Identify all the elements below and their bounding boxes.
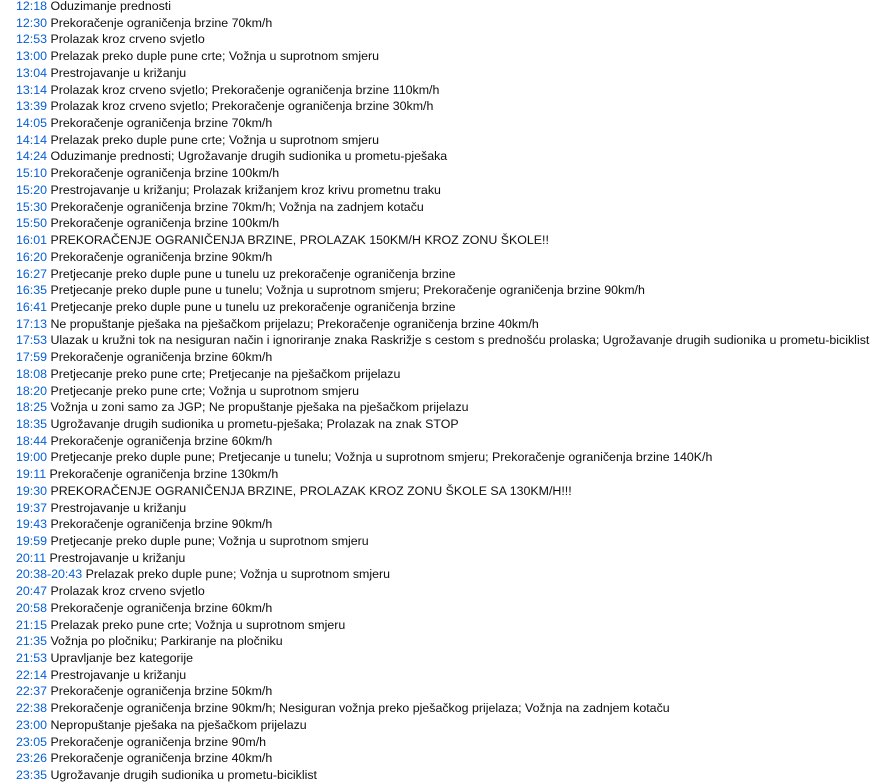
timestamp-description: Oduzimanje prednosti; Ugrožavanje drugih sudionika u prometu-pješaka — [47, 149, 448, 164]
timestamp-line — [16, 483, 886, 500]
timestamp-link[interactable]: 23:05 — [16, 734, 48, 749]
timestamp-line — [16, 215, 886, 232]
timestamp-link[interactable]: 13:04 — [16, 65, 48, 80]
timestamp-link[interactable]: 19:00 — [16, 450, 48, 465]
timestamp-line — [16, 583, 886, 600]
timestamp-line — [16, 65, 886, 82]
timestamp-link[interactable]: 12:53 — [16, 32, 48, 47]
timestamp-link[interactable]: 18:20 — [16, 383, 48, 398]
timestamp-description: PREKORAČENJE OGRANIČENJA BRZINE, PROLAZAK KROZ ZONU ŠKOLE SA 130KM/H!!! — [47, 483, 572, 498]
timestamp-description: Prolazak kroz crveno svjetlo — [47, 584, 205, 599]
timestamp-description: Prekoračenje ograničenja brzine 50km/h — [47, 684, 273, 699]
timestamp-description: Ugrožavanje drugih sudionika u prometu-biciklist — [47, 768, 317, 783]
timestamp-description: Ugrožavanje drugih sudionika u prometu-pješaka; Prolazak na znak STOP — [47, 416, 459, 431]
timestamp-link[interactable]: 13:00 — [16, 49, 48, 64]
timestamp-line — [16, 15, 886, 32]
timestamp-link[interactable]: 15:20 — [16, 182, 48, 197]
timestamp-description: Nepropuštanje pješaka na pješačkom prijelazu — [47, 717, 307, 732]
timestamp-description: Prekoračenje ograničenja brzine 90km/h — [47, 517, 273, 532]
timestamp-description: Prekoračenje ograničenja brzine 100km/h — [47, 166, 280, 181]
timestamp-line — [16, 115, 886, 132]
timestamp-description: Prekoračenje ograničenja brzine 60km/h — [47, 600, 273, 615]
timestamp-link[interactable]: 17:59 — [16, 350, 48, 365]
timestamp-line — [16, 717, 886, 734]
timestamp-description: Prekoračenje ograničenja brzine 100km/h — [47, 216, 280, 231]
timestamp-link[interactable]: 21:53 — [16, 651, 48, 666]
timestamp-line — [16, 98, 886, 115]
timestamp-description: Prekoračenje ograničenja brzine 70km/h — [47, 116, 273, 131]
timestamp-link[interactable]: 20:58 — [16, 600, 48, 615]
timestamp-line — [16, 332, 886, 349]
timestamp-description: Pretjecanje preko pune crte; Vožnja u suprotnom smjeru — [47, 383, 360, 398]
timestamp-description: Prelazak preko pune crte; Vožnja u suprotnom smjeru — [47, 617, 346, 632]
timestamp-description: Pretjecanje preko duple pune; Vožnja u suprotnom smjeru — [47, 534, 369, 548]
timestamp-description: PREKORAČENJE OGRANIČENJA BRZINE, PROLAZAK 150KM/H KROZ ZONU ŠKOLE!! — [47, 233, 549, 248]
timestamp-description: Upravljanje bez kategorije — [47, 651, 194, 666]
timestamp-description: Prekoračenje ograničenja brzine 70km/h; Vožnja na zadnjem kotaču — [47, 199, 424, 214]
timestamp-line — [16, 633, 886, 650]
timestamp-link[interactable]: 22:38 — [16, 701, 48, 716]
timestamp-line — [16, 148, 886, 165]
timestamp-link[interactable]: 16:35 — [16, 283, 48, 298]
timestamp-link[interactable]: 18:25 — [16, 400, 48, 415]
timestamp-line — [16, 31, 886, 48]
timestamp-link[interactable]: 23:26 — [16, 751, 48, 766]
timestamp-link[interactable]: 18:08 — [16, 366, 48, 381]
timestamp-line — [16, 316, 886, 333]
timestamp-link[interactable]: 19:37 — [16, 500, 48, 515]
timestamp-link[interactable]: 17:13 — [16, 316, 48, 331]
timestamp-description: Prestrojavanje u križanju — [47, 500, 187, 515]
timestamp-description: Prekoračenje ograničenja brzine 130km/h — [46, 467, 279, 482]
timestamp-link[interactable]: 16:01 — [16, 233, 48, 248]
timestamp-description: Prekoračenje ograničenja brzine 60km/h — [47, 433, 273, 448]
timestamp-line — [16, 299, 886, 316]
timestamp-link[interactable]: 18:44 — [16, 433, 48, 448]
timestamp-description: Pretjecanje preko duple pune u tunelu uz prekoračenje ograničenja brzine — [47, 299, 456, 314]
timestamp-link[interactable]: 19:11 — [16, 467, 47, 482]
timestamp-description: Prekoračenje ograničenja brzine 90km/h — [47, 249, 273, 264]
timestamp-line — [16, 349, 886, 366]
timestamp-description: Prestrojavanje u križanju — [46, 550, 186, 565]
timestamp-line — [16, 399, 886, 416]
timestamp-description: Prolazak kroz crveno svjetlo — [47, 32, 205, 47]
timestamp-link[interactable]: 16:41 — [16, 299, 48, 314]
timestamp-description: Prelazak preko duple pune; Vožnja u suprotnom smjeru — [82, 567, 391, 582]
timestamp-link[interactable]: 23:00 — [16, 717, 48, 732]
timestamp-line — [16, 266, 886, 283]
timestamp-line — [16, 767, 886, 784]
timestamp-description: Ulazak u kružni tok na nesiguran način i ignoriranje znaka Raskrižje s cestom s prednošću prolaska; Ugrožavanje drugih sudionika u prometu-biciklist — [47, 333, 870, 348]
timestamp-description: Prekoračenje ograničenja brzine 60km/h — [47, 350, 273, 365]
timestamp-link[interactable]: 16:27 — [16, 266, 48, 281]
timestamp-link[interactable]: 15:30 — [16, 199, 48, 214]
timestamp-line — [16, 566, 886, 583]
timestamp-description: Prelazak preko duple pune crte; Vožnja u suprotnom smjeru — [47, 132, 379, 147]
timestamp-line — [16, 282, 886, 299]
timestamp-line — [16, 249, 886, 266]
timestamp-link[interactable]: 22:37 — [16, 684, 48, 699]
timestamp-line — [16, 433, 886, 450]
timestamp-link[interactable]: 19:30 — [16, 483, 48, 498]
timestamp-line — [16, 600, 886, 617]
timestamp-line — [16, 232, 886, 249]
timestamp-line — [16, 383, 886, 400]
timestamp-link[interactable]: 12:18 — [16, 0, 48, 13]
timestamp-link[interactable]: 20:47 — [16, 584, 48, 599]
timestamp-description: Oduzimanje prednosti — [47, 0, 171, 13]
timestamp-description: Prekoračenje ograničenja brzine 70km/h — [47, 15, 273, 30]
timestamp-link[interactable]: 14:24 — [16, 149, 48, 164]
timestamp-line — [16, 366, 886, 383]
timestamp-line — [16, 516, 886, 533]
timestamp-description: Prolazak kroz crveno svjetlo; Prekoračenje ograničenja brzine 110km/h — [47, 82, 440, 97]
timestamp-line — [16, 416, 886, 433]
timestamp-link[interactable]: 18:35 — [16, 416, 48, 431]
timestamp-description: Prekoračenje ograničenja brzine 90m/h — [47, 734, 267, 749]
timestamp-line — [16, 734, 886, 751]
timestamp-description: Pretjecanje preko duple pune u tunelu; Vožnja u suprotnom smjeru; Prekoračenje ograničenja brzine 90km/h — [47, 283, 645, 298]
timestamp-link[interactable]: 21:15 — [16, 617, 48, 632]
timestamp-line — [16, 667, 886, 684]
timestamp-link[interactable]: 19:59 — [16, 534, 48, 548]
timestamp-line — [16, 650, 886, 667]
timestamp-description: Prolazak kroz crveno svjetlo; Prekoračenje ograničenja brzine 30km/h — [47, 99, 434, 114]
timestamp-link[interactable]: 21:35 — [16, 634, 48, 649]
timestamp-link[interactable]: 14:14 — [16, 132, 48, 147]
timestamp-link[interactable]: 12:30 — [16, 15, 48, 30]
timestamp-link[interactable]: 20:11 — [16, 550, 47, 565]
timestamp-description: Prekoračenje ograničenja brzine 90km/h; Nesiguran vožnja preko pješačkog prijelaza; Vožnja na zadnjem kotaču — [47, 701, 670, 716]
timestamp-description: Pretjecanje preko duple pune u tunelu uz prekoračenje ograničenja brzine — [47, 266, 456, 281]
timestamp-description: Prestrojavanje u križanju; Prolazak križanjem kroz krivu prometnu traku — [47, 182, 441, 197]
timestamp-line — [16, 48, 886, 65]
timestamp-line — [16, 182, 886, 199]
timestamp-link[interactable]: 17:53 — [16, 333, 48, 348]
video-description-timestamps — [16, 0, 886, 784]
timestamp-description: Pretjecanje preko pune crte; Pretjecanje na pješačkom prijelazu — [47, 366, 401, 381]
timestamp-link[interactable]: 15:10 — [16, 166, 48, 181]
timestamp-link[interactable]: 22:14 — [16, 667, 48, 682]
timestamp-line — [16, 617, 886, 634]
timestamp-description: Prestrojavanje u križanju — [47, 65, 187, 80]
timestamp-link[interactable]: 15:50 — [16, 216, 48, 231]
timestamp-line — [16, 550, 886, 567]
timestamp-link[interactable]: 16:20 — [16, 249, 48, 264]
timestamp-line — [16, 700, 886, 717]
timestamp-line — [16, 165, 886, 182]
timestamp-line — [16, 449, 886, 466]
timestamp-description: Prelazak preko duple pune crte; Vožnja u suprotnom smjeru — [47, 49, 379, 64]
timestamp-description: Prestrojavanje u križanju — [47, 667, 187, 682]
timestamp-link[interactable]: 14:05 — [16, 116, 48, 131]
timestamp-line — [16, 500, 886, 517]
timestamp-description: Vožnja u zoni samo za JGP; Ne propuštanje pješaka na pješačkom prijelazu — [47, 400, 469, 415]
timestamp-line — [16, 0, 886, 15]
timestamp-description: Ne propuštanje pješaka na pješačkom prijelazu; Prekoračenje ograničenja brzine 40km/h — [47, 316, 539, 331]
timestamp-link[interactable]: 19:43 — [16, 517, 48, 532]
timestamp-link[interactable]: 13:39 — [16, 99, 48, 114]
timestamp-line — [16, 683, 886, 700]
timestamp-link[interactable]: 20:38-20:43 — [16, 567, 83, 582]
timestamp-line — [16, 199, 886, 216]
timestamp-line — [16, 750, 886, 767]
timestamp-description: Pretjecanje preko duple pune; Pretjecanje u tunelu; Vožnja u suprotnom smjeru; Prekoračenje ograničenja brzine 140K/h — [47, 450, 713, 465]
timestamp-description: Vožnja po pločniku; Parkiranje na pločniku — [47, 634, 283, 649]
timestamp-line — [16, 132, 886, 149]
timestamp-line — [16, 466, 886, 483]
timestamp-description: Prekoračenje ograničenja brzine 40km/h — [47, 751, 273, 766]
timestamp-line — [16, 533, 886, 550]
timestamp-link[interactable]: 23:35 — [16, 768, 48, 783]
timestamp-line — [16, 82, 886, 99]
timestamp-link[interactable]: 13:14 — [16, 82, 48, 97]
